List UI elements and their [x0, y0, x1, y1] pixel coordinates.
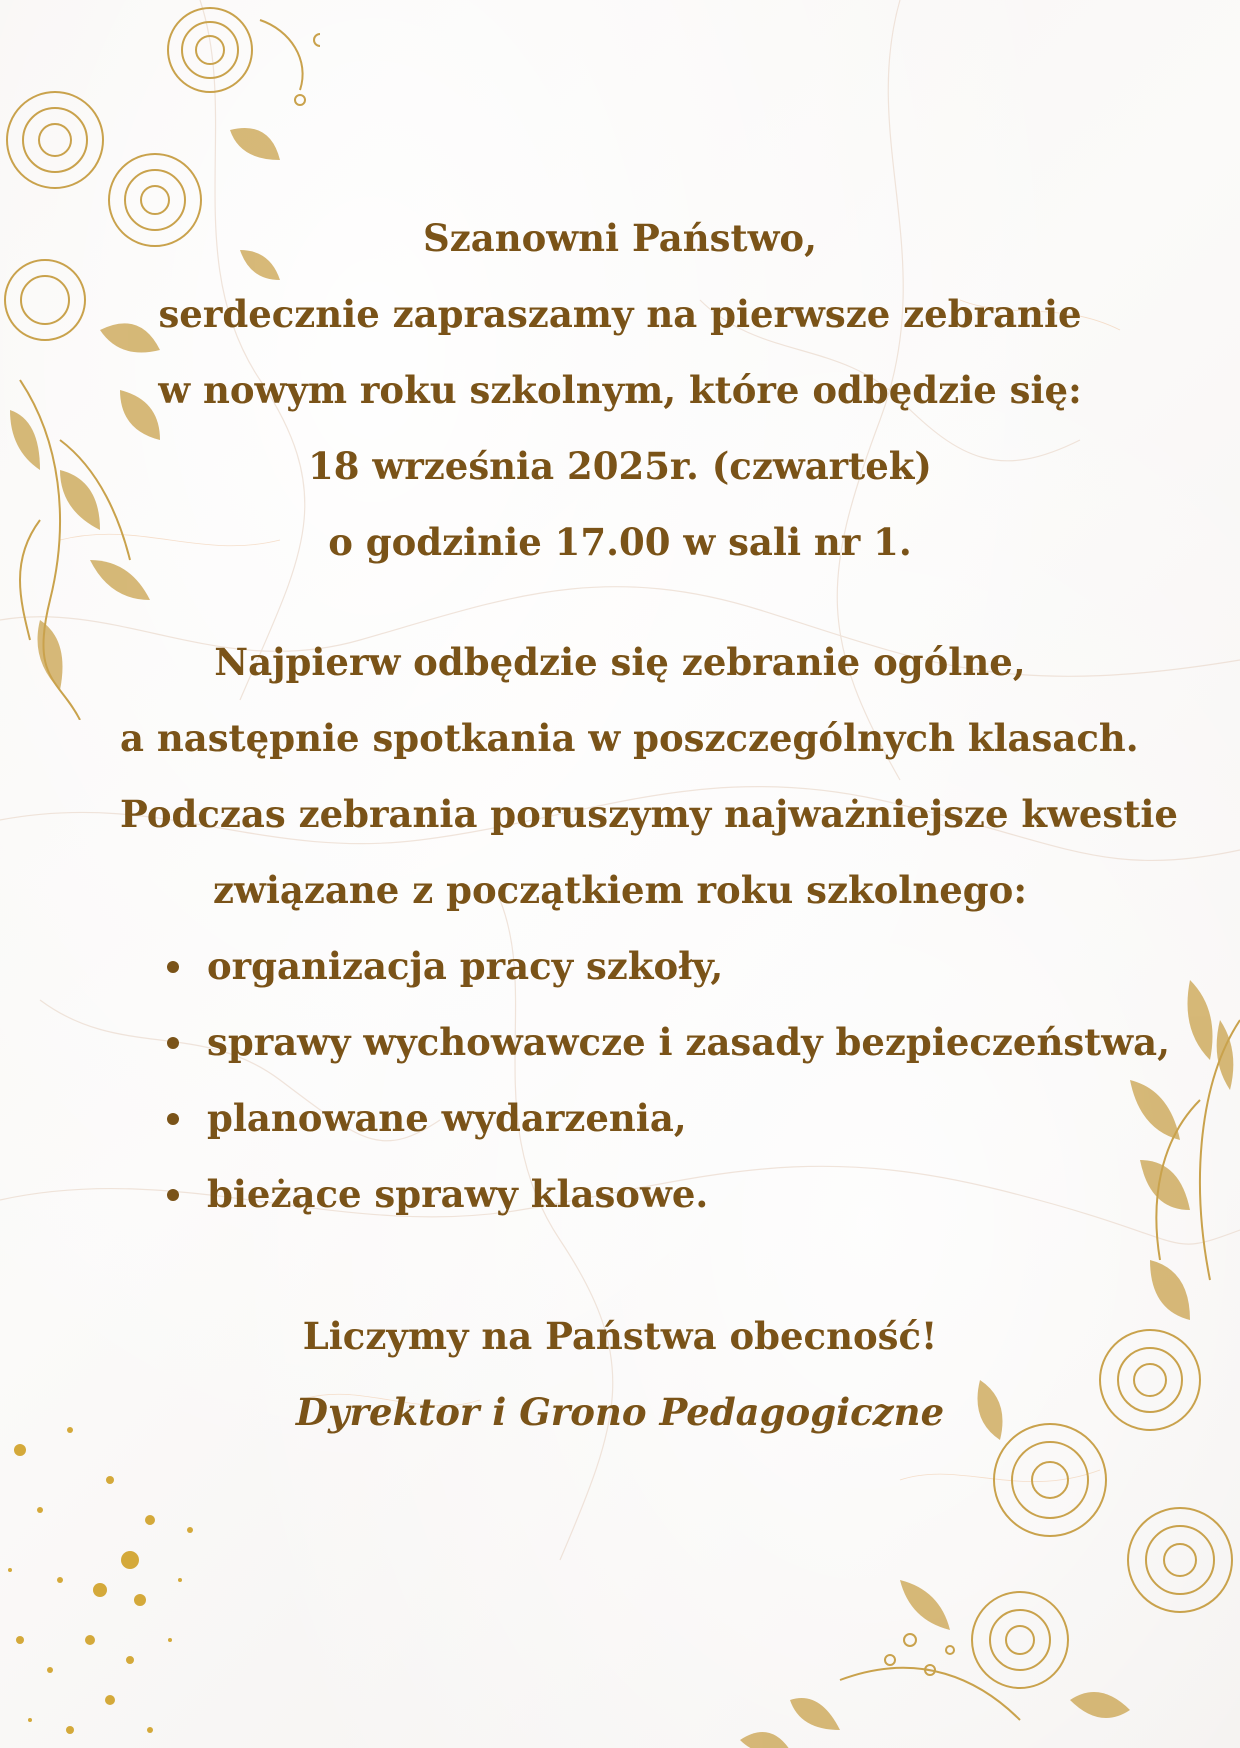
meeting-time-room: o godzinie 17.00 w sali nr 1.: [328, 520, 912, 564]
agenda-line: Najpierw odbędzie się zebranie ogólne,: [214, 640, 1026, 684]
topic-item: [165, 1080, 1120, 1156]
topic-item: [165, 1156, 1120, 1232]
bullet-icon: [167, 1189, 179, 1201]
agenda-line: Podczas zebrania poruszymy najważniejsze kwestie: [120, 792, 1178, 836]
topic-item: [165, 1004, 1170, 1080]
paragraph-spacer: [120, 580, 1120, 624]
topic-text: sprawy wychowawcze i zasady bezpieczeństwa,: [207, 1020, 1170, 1064]
topic-item: [165, 928, 1120, 1004]
paragraph-spacer: [120, 1232, 1120, 1298]
agenda-line: a następnie spotkania w poszczególnych klasach.: [120, 716, 1139, 760]
meeting-date: 18 września 2025r. (czwartek): [308, 444, 932, 488]
bullet-icon: [167, 961, 179, 973]
topic-text: planowane wydarzenia,: [207, 1096, 687, 1140]
signature: Dyrektor i Grono Pedagogiczne: [295, 1390, 945, 1434]
closing-line: Liczymy na Państwa obecność!: [302, 1314, 938, 1358]
topic-text: bieżące sprawy klasowe.: [207, 1172, 709, 1216]
agenda-line: związane z początkiem roku szkolnego:: [213, 868, 1027, 912]
bullet-icon: [167, 1037, 179, 1049]
invitation-letter: [120, 200, 1178, 1450]
bullet-icon: [167, 1113, 179, 1125]
intro-line: serdecznie zapraszamy na pierwsze zebranie: [158, 292, 1082, 336]
intro-line: w nowym roku szkolnym, które odbędzie się:: [158, 368, 1082, 412]
topic-text: organizacja pracy szkoły,: [207, 944, 724, 988]
topics-list: [120, 928, 1170, 1232]
greeting: Szanowni Państwo,: [422, 216, 817, 260]
